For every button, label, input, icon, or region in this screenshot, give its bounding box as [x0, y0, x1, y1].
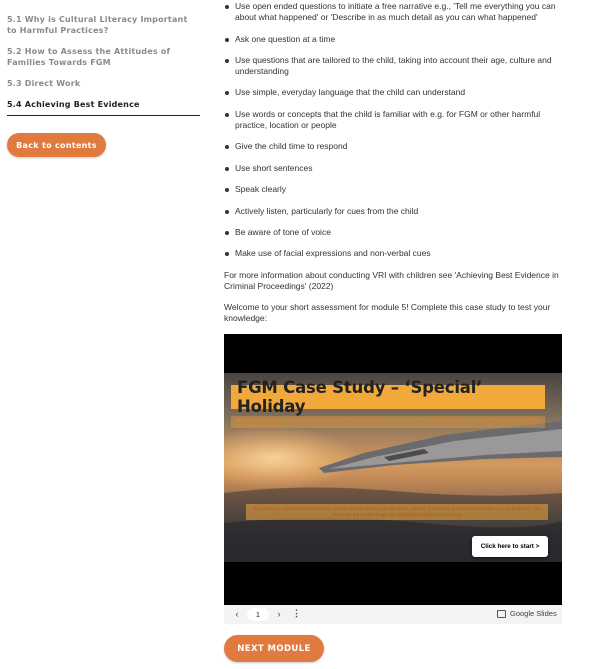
list-item: Use open ended questions to initiate a free narrative e.g., 'Tell me everything you can about what happened' or 'Describe in as much detail as you can what happened': [224, 1, 564, 23]
list-item: Actively listen, particularly for cues from the child: [224, 206, 564, 217]
slide-instructions: To ensure you get the best experience, please click the buttons on the slides, instead of using the arrow keys/spacebar on your keyboard. You can make the screen bigger by clicking the square button below.: [246, 504, 548, 520]
welcome-text: Welcome to your short assessment for module 5! Complete this case study to test your knowledge:: [224, 302, 551, 323]
list-item: Use words or concepts that the child is familiar with e.g. for FGM or other harmful practice, location or people: [224, 109, 564, 131]
list-item: Speak clearly: [224, 184, 564, 195]
list-item: Make use of facial expressions and non-verbal cues: [224, 248, 564, 259]
google-slides-icon[interactable]: [497, 610, 506, 618]
slide-description: This case study has been based on an actual case in Hillingdon. It can be used by any professional but focuses on the role of the school safeguarding lead and social worker.: [231, 416, 545, 428]
list-item: Use simple, everyday language that the child can understand: [224, 87, 564, 98]
slide-canvas: [224, 373, 562, 562]
previous-slide-icon[interactable]: ‹: [235, 609, 239, 619]
next-slide-icon[interactable]: ›: [277, 609, 281, 619]
sidebar-item-5-2[interactable]: 5.2 How to Assess the Attitudes of Families Towards FGM: [7, 47, 171, 67]
slides-embed: [224, 334, 562, 624]
sidebar-item-5-1[interactable]: 5.1 Why is Cultural Literacy Important to Harmful Practices?: [7, 15, 188, 35]
page-number[interactable]: 1: [247, 608, 269, 621]
active-item-underline: [7, 115, 200, 116]
back-to-contents-button[interactable]: Back to contents: [7, 133, 106, 157]
list-item: Use questions that are tailored to the child, taking into account their age, culture and understanding: [224, 55, 564, 77]
list-item: Use short sentences: [224, 163, 564, 174]
list-item: Be aware of tone of voice: [224, 227, 564, 238]
next-module-button[interactable]: NEXT MODULE: [224, 635, 324, 662]
more-options-icon[interactable]: ⋮: [292, 608, 301, 618]
google-slides-link[interactable]: Google Slides: [510, 609, 557, 618]
list-item: Give the child time to respond: [224, 141, 564, 152]
list-item: Ask one question at a time: [224, 34, 564, 45]
more-info-text: For more information about conducting VRI with children see 'Achieving Best Evidence in Criminal Proceedings' (2022): [224, 270, 559, 291]
sidebar-item-5-3[interactable]: 5.3 Direct Work: [7, 79, 81, 88]
slides-controls-bar: [224, 605, 562, 624]
sidebar-item-5-4[interactable]: 5.4 Achieving Best Evidence: [7, 100, 140, 109]
slide-title: FGM Case Study – ‘Special’ Holiday: [231, 385, 545, 409]
click-to-start-button[interactable]: Click here to start >: [472, 536, 548, 557]
